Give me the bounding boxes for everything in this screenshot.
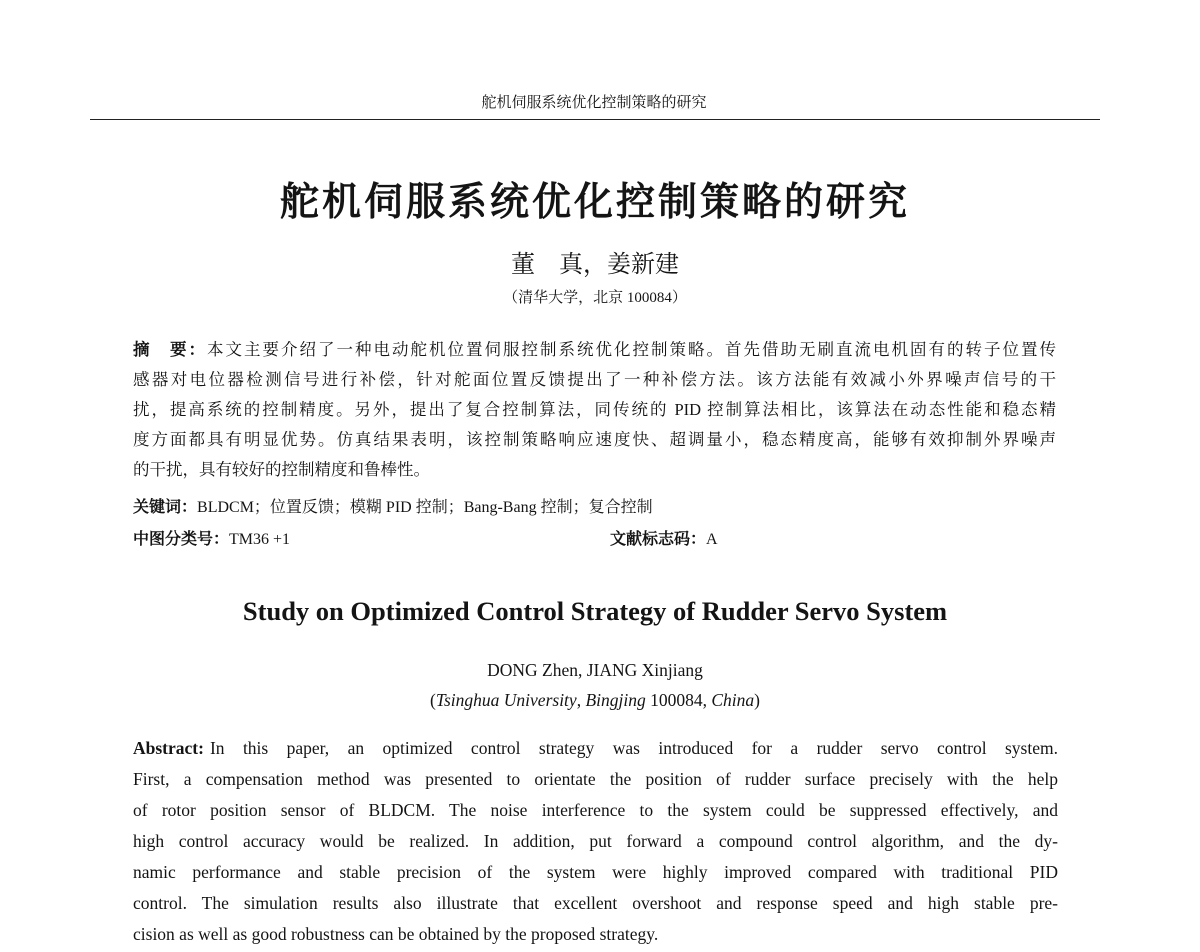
abstract-english-line: First, a compensation method was presented to orientate the position of rudder surface precisely with the help <box>133 769 1058 789</box>
abstract-english-line: high control accuracy would be realized. In addition, put forward a compound control algorithm, and the dy- <box>133 831 1058 851</box>
affiliation-english <box>0 689 1190 711</box>
abstract-english <box>133 733 1058 950</box>
abstract-english-line: namic performance and stable precision of the system were highly improved compared with traditional PID <box>133 862 1058 882</box>
affiliation-close-paren: ) <box>754 690 760 710</box>
classification-label: 中图分类号： <box>133 531 230 548</box>
abstract-english-label: Abstract: <box>133 738 204 758</box>
abstract-english-text: In this paper, an optimized control strategy was introduced for a rudder servo control system. <box>209 738 1058 758</box>
abstract-chinese <box>133 335 1056 485</box>
document-code-value: A <box>706 531 718 548</box>
abstract-chinese-label: 摘 要： <box>133 340 207 359</box>
affiliation-open-paren: ( <box>430 690 436 710</box>
abstract-chinese-line: 扰，提高系统的控制精度。另外，提出了复合控制算法，同传统的 PID 控制算法相比，该算法在动态性能和稳态精 <box>133 400 1056 419</box>
affiliation-city: Bingjing <box>585 690 646 710</box>
abstract-english-line: control. The simulation results also illustrate that excellent overshoot and response speed and high stable pre- <box>133 893 1058 913</box>
abstract-chinese-line: 度方面都具有明显优势。仿真结果表明，该控制策略响应速度快、超调量小，稳态精度高，能够有效抑制外界噪声 <box>133 430 1056 449</box>
header-rule <box>90 119 1100 120</box>
abstract-chinese-text: 本文主要介绍了一种电动舵机位置伺服控制系统优化控制策略。首先借助无刷直流电机固有的转子位置传 <box>207 340 1056 359</box>
title-english: Study on Optimized Control Strategy of Rudder Servo System <box>242 596 948 626</box>
abstract-chinese-line: 感器对电位器检测信号进行补偿，针对舵面位置反馈提出了一种补偿方法。该方法能有效减小外界噪声信号的干 <box>133 370 1056 389</box>
abstract-english-line <box>133 733 1058 764</box>
document-code <box>610 526 718 554</box>
keywords-label: 关键词： <box>133 499 198 516</box>
keywords-chinese <box>133 494 1056 522</box>
title-chinese: 舵机伺服系统优化控制策略的研究 <box>279 181 910 224</box>
classification-value: TM36 +1 <box>229 531 291 548</box>
document-code-label: 文献标志码： <box>610 531 707 548</box>
authors-chinese: 董 真，姜新建 <box>511 252 679 278</box>
authors-english: DONG Zhen, JIANG Xinjiang <box>487 660 703 680</box>
abstract-chinese-line: 的干扰，具有较好的控制精度和鲁棒性。 <box>133 460 430 479</box>
abstract-english-line: cision as well as good robustness can be obtained by the proposed strategy. <box>133 924 659 944</box>
affiliation-postcode: 100084, <box>645 690 712 710</box>
abstract-english-line: of rotor position sensor of BLDCM. The noise interference to the system could be suppressed effectively, and <box>133 800 1058 820</box>
affiliation-chinese: （清华大学，北京 100084） <box>503 290 687 306</box>
running-header: 舵机伺服系统优化控制策略的研究 <box>481 95 707 111</box>
classification-number <box>133 526 290 554</box>
keywords-text: BLDCM；位置反馈；模糊 PID 控制；Bang-Bang 控制；复合控制 <box>197 499 653 516</box>
affiliation-country: China <box>711 690 755 710</box>
affiliation-separator: , <box>576 690 586 710</box>
affiliation-university: Tsinghua University <box>435 690 577 710</box>
abstract-chinese-line <box>133 335 1056 365</box>
